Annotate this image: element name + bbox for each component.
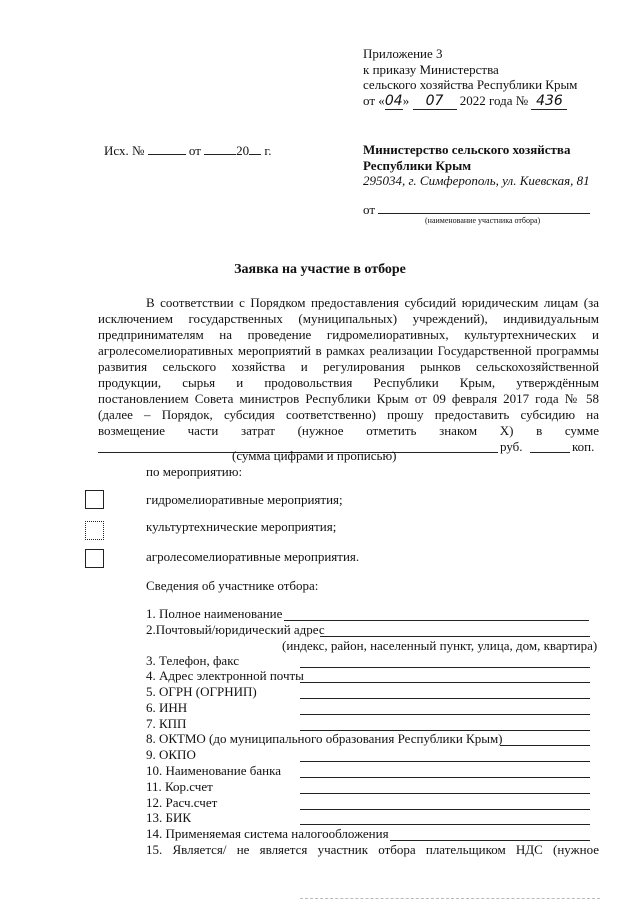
participant-hint: (наименование участника отбора) <box>425 216 541 225</box>
field-full-name-input[interactable] <box>284 620 589 621</box>
appendix-block <box>363 46 577 110</box>
field-corr-account-label: 11. Кор.счет <box>146 779 213 794</box>
field-bik-input[interactable] <box>300 824 590 825</box>
field-okpo-input[interactable] <box>300 761 590 762</box>
checkbox-hydro[interactable] <box>85 490 104 509</box>
field-oktmo-input[interactable] <box>500 745 590 746</box>
body-line-1: В соответствии с Порядком предоставления субсидий юридическим лицам (за <box>146 295 599 310</box>
body-line-2: исключением государственных (муниципальных) учреждений), индивидуальным <box>98 311 599 326</box>
event-culture-label: культуртехнические мероприятия; <box>146 519 337 534</box>
events-intro: по мероприятию: <box>146 464 243 479</box>
checkbox-agro[interactable] <box>85 549 104 568</box>
field-corr-account-input[interactable] <box>300 793 590 794</box>
appendix-line1: Приложение 3 <box>363 46 443 61</box>
appendix-day: 04 <box>384 92 403 109</box>
appendix-line3: сельского хозяйства Республики Крым <box>363 77 578 92</box>
event-agro-label: агролесомелиоративные мероприятия. <box>146 549 360 564</box>
outgoing-year-blank <box>249 142 261 155</box>
field-settlement-account-input[interactable] <box>300 809 590 810</box>
from-participant: от <box>363 201 590 218</box>
amount-hint: (сумма цифрами и прописью) <box>232 448 397 463</box>
checkbox-culture[interactable] <box>85 521 104 540</box>
body-line-8: (далее – Порядок, субсидия соответственно) прошу предоставить субсидию на <box>98 407 599 422</box>
recipient-block <box>363 142 590 189</box>
appendix-date: от «04» 07 2022 года № 436 <box>363 93 577 111</box>
recipient-name-line1: Министерство сельского хозяйства <box>363 142 571 157</box>
body-line-7: постановлением Совета министров Республики Крым от 09 февраля 2017 года № 58 <box>98 391 599 406</box>
appendix-month: 07 <box>413 94 457 111</box>
field-address-label: 2.Почтовый/юридический адрес <box>146 622 325 637</box>
scan-artifact-line <box>300 898 600 899</box>
field-settlement-account-label: 12. Расч.счет <box>146 795 218 810</box>
body-line-5: развития сельского хозяйства и регулирования рынков сельскохозяйственной <box>98 359 599 374</box>
event-hydro-label: гидромелиоративные мероприятия; <box>146 492 343 507</box>
body-line-4: агролесомелиоративных мероприятий в рамках реализации Государственной программы <box>98 343 599 358</box>
field-ogrn-input[interactable] <box>300 698 590 699</box>
body-line-3: предпринимателям на проведение гидромелиоративных, культуртехнических и <box>98 327 599 342</box>
field-address-input[interactable] <box>320 636 590 637</box>
field-email-label: 4. Адрес электронной почты <box>146 668 304 683</box>
amount-kop-blank <box>530 452 570 453</box>
body-line-6: продукции, сырья и продовольствия Республики Крым, утверждённым <box>98 375 599 390</box>
field-tax-system-input[interactable] <box>390 840 590 841</box>
field-vat-text: 15. Является/ не является участник отбора плательщиком НДС (нужное <box>146 842 599 857</box>
document-title: Заявка на участие в отборе <box>234 262 406 277</box>
info-heading: Сведения об участнике отбора: <box>146 578 319 593</box>
field-tax-system-label: 14. Применяемая система налогообложения <box>146 826 389 841</box>
address-hint: (индекс, район, населенный пункт, улица, дом, квартира) <box>282 638 598 653</box>
field-bik-label: 13. БИК <box>146 810 192 825</box>
field-email-input[interactable] <box>300 682 590 683</box>
amount-rub-label: руб. <box>500 439 523 454</box>
appendix-order-number: 436 <box>531 94 567 111</box>
outgoing-number: Исх. № от 20 г. <box>104 143 272 158</box>
field-inn-label: 6. ИНН <box>146 700 188 715</box>
outgoing-number-blank <box>148 142 186 155</box>
field-ogrn-label: 5. ОГРН (ОГРНИП) <box>146 684 257 699</box>
recipient-address: 295034, г. Симферополь, ул. Киевская, 81 <box>363 173 590 188</box>
field-bank-label: 10. Наименование банка <box>146 763 281 778</box>
recipient-name-line2: Республики Крым <box>363 157 472 173</box>
field-kpp-label: 7. КПП <box>146 716 187 731</box>
field-okpo-label: 9. ОКПО <box>146 747 196 762</box>
field-oktmo-label: 8. ОКТМО (до муниципального образования Республики Крым) <box>146 731 503 746</box>
field-phone-label: 3. Телефон, факс <box>146 653 239 668</box>
field-bank-input[interactable] <box>300 777 590 778</box>
outgoing-date-blank <box>204 142 236 155</box>
participant-name-blank <box>378 201 590 214</box>
appendix-line2: к приказу Министерства <box>363 61 499 77</box>
amount-kop-label: коп. <box>572 439 595 454</box>
field-inn-input[interactable] <box>300 714 590 715</box>
field-phone-input[interactable] <box>300 667 590 668</box>
body-line-9: возмещение части затрат (нужное отметить знаком Х) в сумме <box>98 423 599 438</box>
field-full-name-label: 1. Полное наименование <box>146 606 283 621</box>
